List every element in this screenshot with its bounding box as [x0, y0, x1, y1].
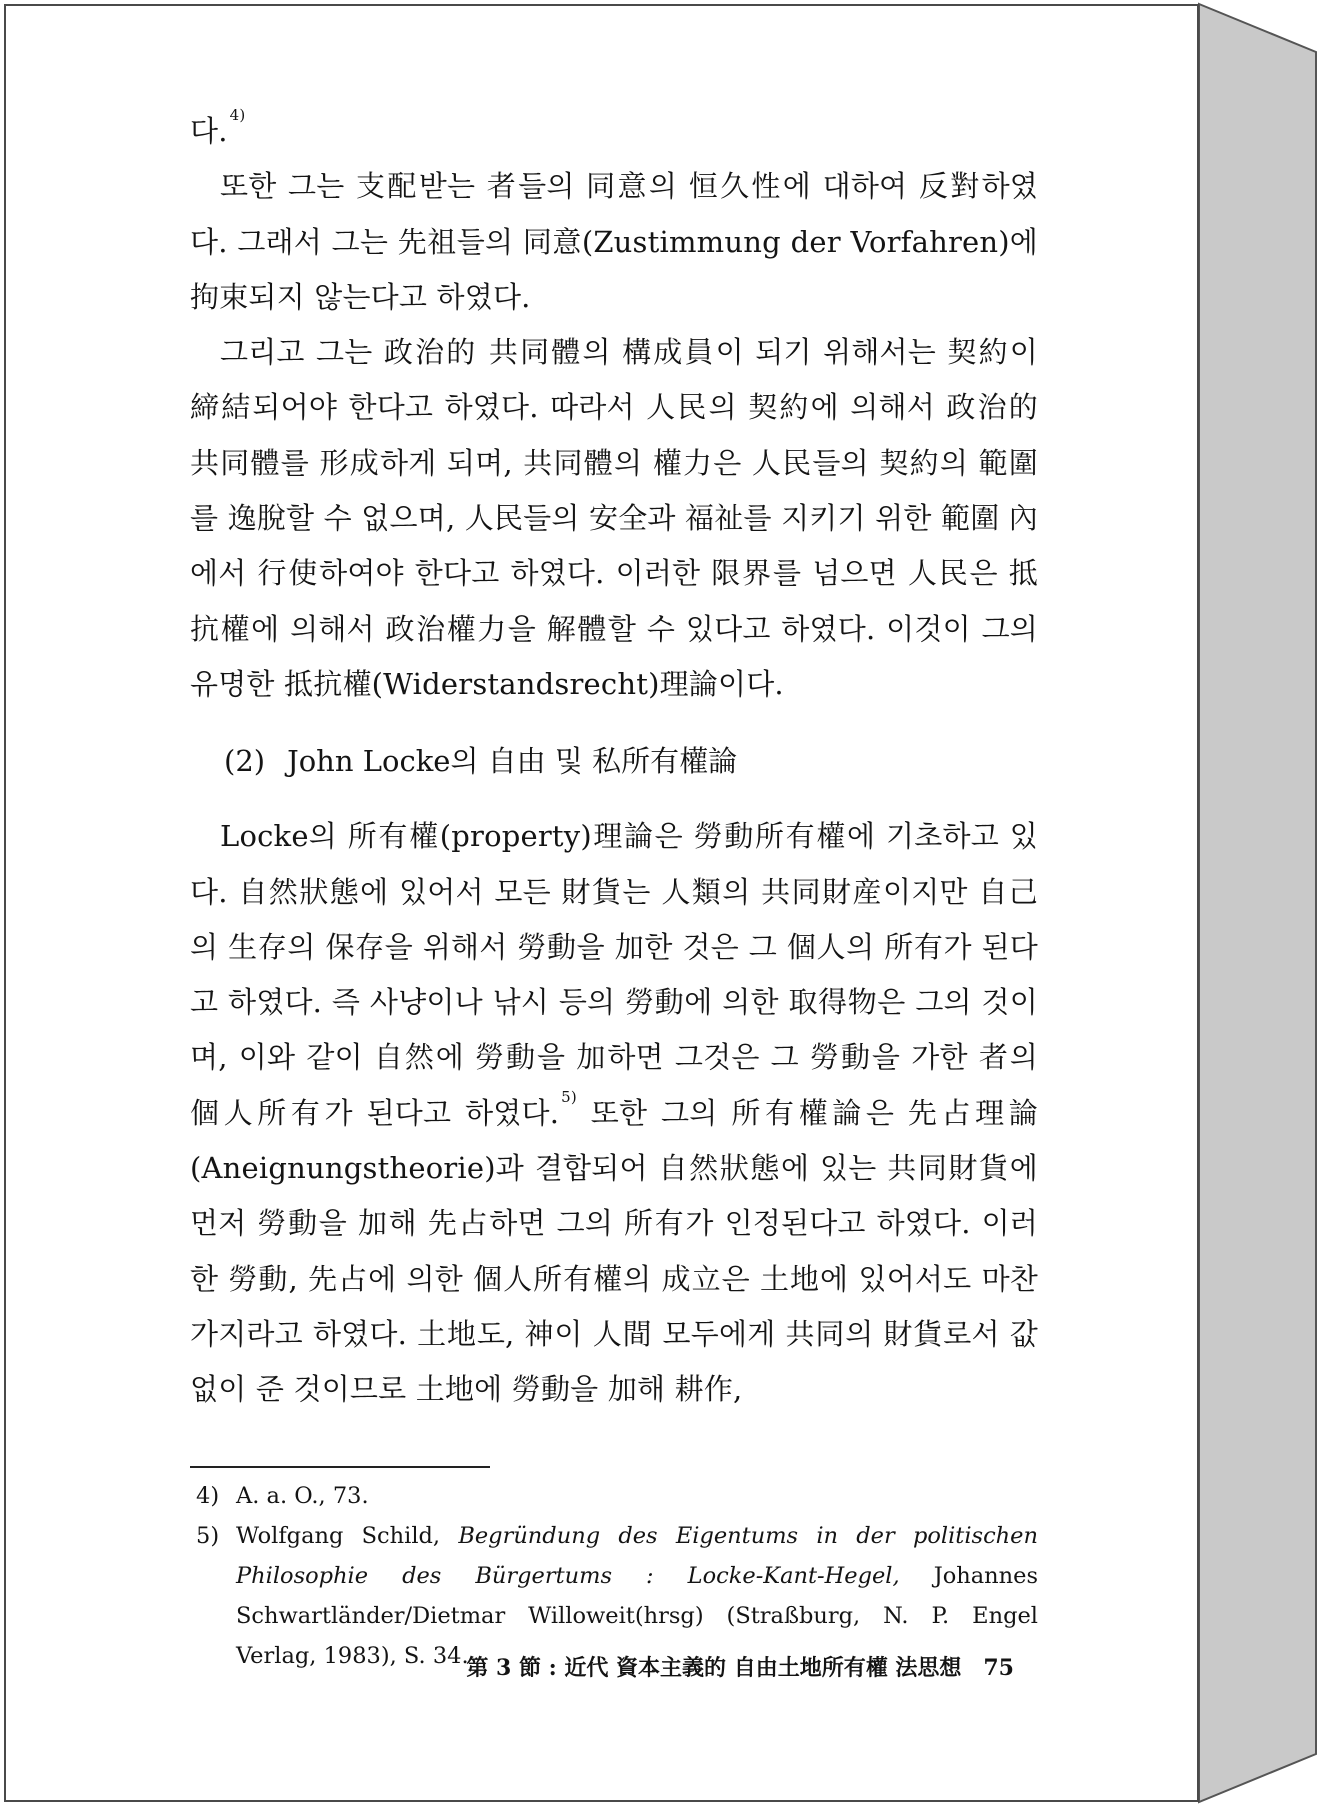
footnote-text: A. a. O., 73. — [236, 1482, 369, 1509]
paragraph-resistance — [190, 325, 1038, 712]
page-content — [190, 104, 1038, 1676]
running-footer — [448, 1651, 1014, 1682]
footnote-author: Wolfgang Schild, — [236, 1522, 459, 1549]
section-title: John Locke의 自由 및 私所有權論 — [287, 744, 738, 779]
paragraph-text: 또한 그는 支配받는 者들의 同意의 恒久性에 대하여 反對하였다. 그래서 그는 先祖들의 同意(Zustimmung der Vorfahren)에 拘束되지 않는다고 하였다. — [190, 169, 1038, 314]
paragraph-text: 다. — [190, 114, 228, 148]
paragraph-text: 또한 그의 所有權論은 先占理論(Aneignungstheorie)과 결합되어 自然狀態에 있는 共同財貨에 먼저 勞動을 加해 先占하면 그의 所有가 인정된다고 하였다. 이러한 勞動, 先占에 의한 個人所有權의 成立은 土地에 있어서도 마찬가지라고 하였다. 土地도, 神이 人間 모두에게 共同의 財貨로서 값없이 준 것이므로 土地에 勞動을 加해 耕作, — [190, 1095, 1039, 1407]
footnote-ref-5[interactable]: 5) — [561, 1087, 577, 1106]
footnote-ref-4[interactable]: 4) — [229, 106, 246, 124]
footnotes — [190, 1476, 1038, 1676]
page-number: 75 — [983, 1655, 1014, 1681]
section-number: (2) — [224, 744, 266, 779]
footnote-number: 4) — [196, 1482, 220, 1509]
footnote-divider — [190, 1466, 490, 1468]
footnote-4 — [190, 1476, 1038, 1516]
book-page — [4, 4, 1199, 1802]
paragraph-text: 그리고 그는 政治的 共同體의 構成員이 되기 위해서는 契約이 締結되어야 한다고 하였다. 따라서 人民의 契約에 의해서 政治的 共同體를 形成하게 되며, 共同體의 權力은 人民들의 契約의 範圍를 逸脫할 수 없으며, 人民들의 安全과 福祉를 지키기 위한 範圍 內에서 行使하여야 한다고 하였다. 이러한 限界를 넘으면 人民은 抵抗權에 의해서 政治權力을 解體할 수 있다고 하였다. 이것이 그의 유명한 抵抗權(Widerstandsrecht)理論이다. — [190, 335, 1039, 701]
running-footer-section: 第 3 節 : 近代 資本主義的 自由土地所有權 法思想 — [466, 1655, 962, 1681]
footnote-number: 5) — [196, 1522, 220, 1549]
footnote-book-title: Begründung des Eigentums in der politischen Philosophie des Bürgertums : Locke-Kant-Hegel, — [236, 1522, 1038, 1589]
footnote-publication: Johannes Schwartländer/Dietmar Willoweit(hrsg) (Straßburg, N. P. Engel Verlag, 1983), S. 34. — [236, 1562, 1039, 1669]
paragraph-continuation — [190, 104, 1038, 159]
paragraph-text: Locke의 所有權(property)理論은 勞動所有權에 기초하고 있다. 自然狀態에 있어서 모든 財貨는 人類의 共同財産이지만 自己의 生存의 保存을 위해서 勞動을 加한 것은 그 個人의 所有가 된다고 하였다. 즉 사냥이나 낚시 등의 勞動에 의한 取得物은 그의 것이며, 이와 같이 自然에 勞動을 加하면 그것은 그 勞動을 가한 者의 個人所有가 된다고 하였다. — [190, 819, 1038, 1130]
section-heading — [224, 734, 1038, 789]
paragraph-consent — [190, 159, 1038, 325]
paragraph-locke-property — [190, 809, 1038, 1417]
